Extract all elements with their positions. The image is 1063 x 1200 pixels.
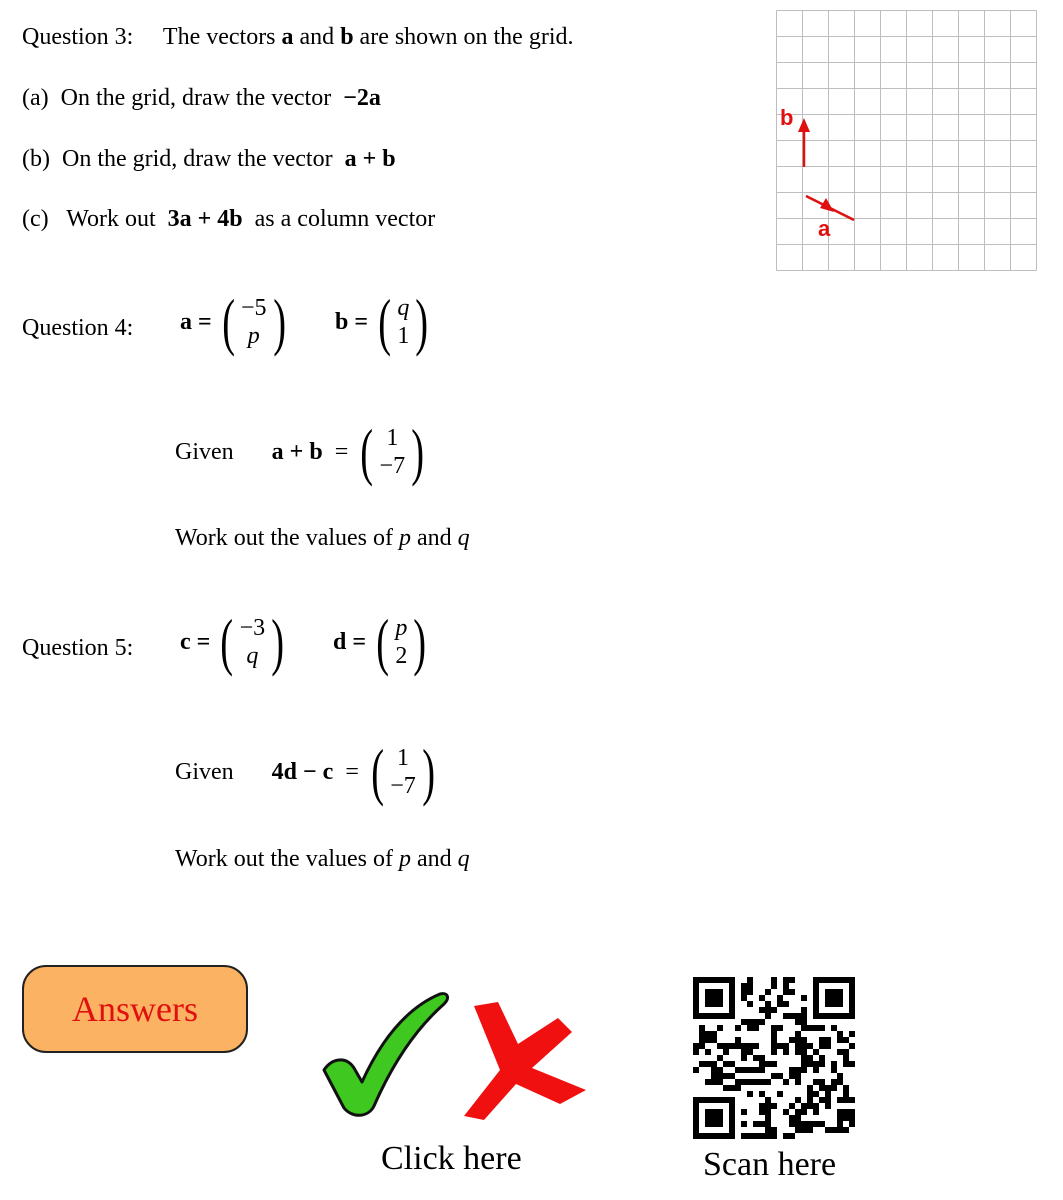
q3-intro-and: and: [299, 24, 335, 50]
q4-vec-a-bottom: p: [247, 323, 260, 349]
q3-label: Question 3:: [22, 24, 134, 50]
q4-label: Question 4:: [22, 315, 134, 341]
q4-vec-b-name: b =: [335, 308, 369, 335]
q5-task-pre: Work out the values of: [175, 846, 394, 872]
q3-intro-b: b: [340, 24, 354, 50]
q4-task-p: p: [399, 525, 412, 551]
q5-task: [175, 846, 470, 873]
q5-task-p: p: [399, 846, 412, 872]
q5-given-expr: 4d − c: [271, 758, 334, 785]
q5-vector-c: c = ( −3 q ): [180, 606, 285, 677]
q4-vec-a-name: a =: [180, 308, 212, 335]
q4-result-bottom: −7: [379, 453, 406, 479]
vector-a-label: a: [818, 216, 831, 241]
q5-vec-d-name: d =: [333, 628, 367, 655]
check-icon[interactable]: [318, 990, 453, 1120]
cross-icon[interactable]: [460, 998, 590, 1123]
q5-result-bottom: −7: [390, 773, 416, 799]
q5-task-q: q: [457, 846, 470, 872]
q5-given-word: Given: [175, 758, 234, 785]
q3-intro-post: are shown on the grid.: [359, 24, 574, 50]
q5-vector-d: d = ( p 2 ): [333, 606, 427, 677]
q4-task-q: q: [457, 525, 470, 551]
q5-vec-c-bottom: q: [246, 643, 259, 669]
q4-task-pre: Work out the values of: [175, 525, 394, 551]
q3-intro-a: a: [281, 24, 294, 50]
click-here-caption: Click here: [381, 1140, 522, 1177]
q3-part-c-label: (c): [22, 206, 49, 232]
vector-b-label: b: [780, 105, 794, 130]
q4-vector-b: b = ( q 1 ): [335, 286, 429, 357]
q3-part-a-vector: −2a: [343, 85, 381, 111]
q3-part-c: [22, 206, 435, 233]
q4-result-top: 1: [386, 425, 399, 451]
q5-given: Given 4d − c = ( 1 −7 ): [175, 736, 435, 807]
q4-given-word: Given: [175, 438, 234, 465]
q4-given: Given a + b = ( 1 −7 ): [175, 416, 425, 487]
q5-task-and: and: [417, 846, 452, 872]
q3-part-b-label: (b): [22, 146, 50, 172]
q4-task: [175, 525, 470, 552]
q3-part-a-text: On the grid, draw the vector: [60, 85, 332, 111]
q4-task-and: and: [417, 525, 452, 551]
q3-intro: [22, 24, 574, 51]
q3-part-c-expr: 3a + 4b: [167, 206, 243, 232]
q4-vector-a: a = ( −5 p ): [180, 286, 286, 357]
answers-button[interactable]: [22, 965, 248, 1053]
q3-part-a-label: (a): [22, 85, 49, 111]
q3-part-b-vector: a + b: [344, 146, 396, 172]
q4-given-eq: =: [334, 438, 349, 465]
q5-vec-c-name: c =: [180, 628, 211, 655]
q4-vec-a-top: −5: [241, 295, 267, 321]
q3-part-c-pre: Work out: [66, 206, 156, 232]
q4-vec-b-top: q: [397, 295, 410, 321]
q3-part-a: [22, 85, 381, 112]
q5-vec-d-bottom: 2: [395, 643, 408, 669]
q5-result-top: 1: [396, 745, 409, 771]
q5-vec-c-top: −3: [239, 615, 266, 641]
q5-label: Question 5:: [22, 635, 134, 661]
q3-intro-pre: The vectors: [162, 24, 276, 50]
vector-b: [798, 118, 810, 167]
qr-code-icon[interactable]: [693, 977, 855, 1139]
q4-vec-b-bottom: 1: [397, 323, 410, 349]
answers-button-label: Answers: [72, 989, 198, 1029]
q5-given-eq: =: [345, 758, 359, 785]
q5-vec-d-top: p: [395, 615, 408, 641]
q3-part-c-post: as a column vector: [254, 206, 436, 232]
q4-given-expr: a + b: [271, 438, 323, 465]
q3-part-b-text: On the grid, draw the vector: [61, 146, 333, 172]
q3-part-b: [22, 146, 396, 173]
vector-grid: [776, 10, 1038, 273]
scan-here-caption: Scan here: [703, 1146, 837, 1183]
